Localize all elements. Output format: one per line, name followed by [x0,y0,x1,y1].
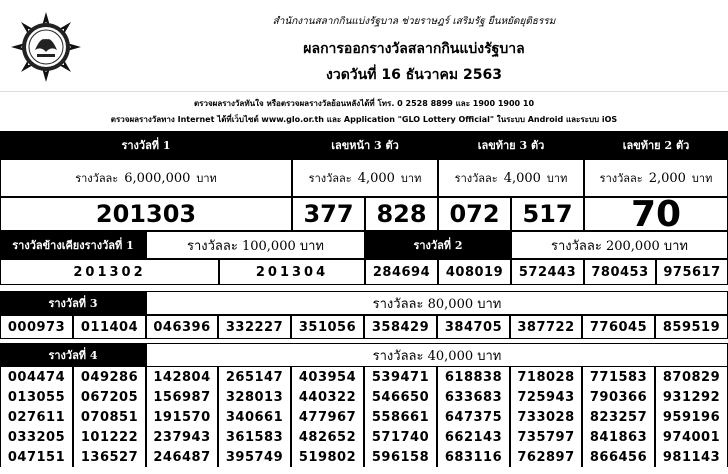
fourth-prize-amount: รางวัลละ 40,000 บาท [146,343,728,367]
organization-slogan: สำนักงานสลากกินแบ่งรัฐบาล ช่วยราษฎร์ เสริมรัฐ ยืนหยัดยุติธรรม [272,16,556,27]
fourth-prize-number: 735797 [510,427,582,447]
front-3-digits-amount-value: 4,000 [357,170,395,186]
second-prize-number-2: 408019 [438,259,511,285]
second-prize-header: รางวัลที่ 2 [365,231,511,259]
fourth-prize-number: 237943 [146,427,218,447]
back-2-digits-header: เลขท้าย 2 ตัว [584,131,728,159]
fourth-prize-number: 870829 [655,367,728,387]
fourth-prize-number: 931292 [655,387,728,407]
third-prize-number: 332227 [218,315,291,339]
back-3-digits-number-1: 072 [438,197,511,231]
fourth-prize-number: 265147 [218,367,291,387]
fourth-prize-number: 733028 [510,407,582,427]
near-first-prize-number-2: 201304 [219,259,365,285]
third-prize-number: 351056 [291,315,364,339]
front-3-digits-number-1: 377 [292,197,365,231]
second-prize-number-5: 975617 [656,259,728,285]
fourth-prize-number: 361583 [218,427,291,447]
draw-date: งวดวันที่ 16 ธันวาคม 2563 [326,67,502,83]
prize-each-label: รางวัลละ [75,172,119,185]
fourth-prize-number: 558661 [364,407,437,427]
fourth-prize-number: 633683 [437,387,510,407]
third-prize-header: รางวัลที่ 3 [0,291,146,315]
fourth-prize-number: 246487 [146,447,218,467]
fourth-prize-number: 981143 [655,447,728,467]
fourth-prize-number: 191570 [146,407,218,427]
page-title: ผลการออกรางวัลสลากกินแบ่งรัฐบาล [303,41,525,57]
fourth-prize-number: 519802 [291,447,364,467]
fourth-prize-number: 403954 [291,367,364,387]
fourth-prize-number: 618838 [437,367,510,387]
third-prize-number: 046396 [146,315,218,339]
third-prize-number: 387722 [510,315,582,339]
back-2-digits-amount [584,159,728,197]
back-2-digits-number: 70 [584,197,728,231]
fourth-prize-number: 067205 [73,387,146,407]
back-2-digits-amount-value: 2,000 [648,170,686,186]
third-prize-number: 859519 [655,315,728,339]
fourth-prize-number: 156987 [146,387,218,407]
fourth-prize-number: 136527 [73,447,146,467]
front-3-digits-header: เลขหน้า 3 ตัว [292,131,438,159]
third-prize-number: 776045 [582,315,655,339]
lottery-office-seal-logo [11,12,81,82]
fourth-prize-number: 974001 [655,427,728,447]
fourth-prize-number: 340661 [218,407,291,427]
fourth-prize-number: 539471 [364,367,437,387]
back-3-digits-number-2: 517 [511,197,584,231]
baht-label: บาท [400,172,422,185]
front-3-digits-number-2: 828 [365,197,438,231]
fourth-prize-number: 959196 [655,407,728,427]
fourth-prize-number: 027611 [0,407,73,427]
fourth-prize-number: 101222 [73,427,146,447]
baht-label: บาท [196,172,217,185]
near-first-prize-number-1: 201302 [0,259,219,285]
fourth-prize-number: 771583 [582,367,655,387]
fourth-prize-number: 841863 [582,427,655,447]
first-prize-header: รางวัลที่ 1 [0,131,292,159]
fourth-prize-number: 596158 [364,447,437,467]
fourth-prize-number: 070851 [73,407,146,427]
page-header [0,0,728,128]
check-results-internet-line: ตรวจผลรางวัลทาง Internet ได้ที่เว็บไซต์ www.glo.or.th และ Application "GLO Lottery Official" ในระบบ Android และระบบ iOS [110,115,618,124]
near-first-prize-header: รางวัลข้างเคียงรางวัลที่ 1 [0,231,146,259]
fourth-prize-number: 328013 [218,387,291,407]
second-prize-number-3: 572443 [511,259,584,285]
prize-each-label: รางวัลละ [308,172,352,185]
fourth-prize-number: 047151 [0,447,73,467]
back-3-digits-amount-value: 4,000 [503,170,541,186]
fourth-prize-number: 683116 [437,447,510,467]
second-prize-amount: รางวัลละ 200,000 บาท [511,231,728,259]
fourth-prize-number: 762897 [510,447,582,467]
fourth-prize-number: 718028 [510,367,582,387]
back-3-digits-amount [438,159,584,197]
fourth-prize-number: 571740 [364,427,437,447]
second-prize-number-1: 284694 [365,259,438,285]
fourth-prize-number: 142804 [146,367,218,387]
fourth-prize-number: 662143 [437,427,510,447]
fourth-prize-number: 013055 [0,387,73,407]
baht-label: บาท [691,172,713,185]
fourth-prize-number: 395749 [218,447,291,467]
fourth-prize-number: 790366 [582,387,655,407]
fourth-prize-number: 033205 [0,427,73,447]
second-prize-number-4: 780453 [584,259,656,285]
first-prize-number: 201303 [0,197,292,231]
first-prize-amount [0,159,292,197]
fourth-prize-number: 725943 [510,387,582,407]
back-3-digits-header: เลขท้าย 3 ตัว [438,131,584,159]
prize-each-label: รางวัลละ [599,172,643,185]
prize-each-label: รางวัลละ [454,172,498,185]
fourth-prize-number: 440322 [291,387,364,407]
check-results-phone-line: ตรวจผลรางวัลทันใจ หรือตรวจผลรางวัลย้อนหลังได้ที่ โทร. 0 2528 8899 และ 1900 1900 10 [193,99,535,108]
third-prize-amount: รางวัลละ 80,000 บาท [146,291,728,315]
fourth-prize-number: 477967 [291,407,364,427]
fourth-prize-number: 866456 [582,447,655,467]
fourth-prize-number: 482652 [291,427,364,447]
fourth-prize-header: รางวัลที่ 4 [0,343,146,367]
header-divider [0,91,728,92]
third-prize-number: 358429 [364,315,437,339]
baht-label: บาท [546,172,568,185]
third-prize-number: 000973 [0,315,73,339]
fourth-prize-number: 004474 [0,367,73,387]
third-prize-number: 384705 [437,315,510,339]
fourth-prize-number: 823257 [582,407,655,427]
fourth-prize-number: 049286 [73,367,146,387]
fourth-prize-number: 546650 [364,387,437,407]
third-prize-number: 011404 [73,315,146,339]
front-3-digits-amount [292,159,438,197]
fourth-prize-number: 647375 [437,407,510,427]
near-first-prize-amount: รางวัลละ 100,000 บาท [146,231,365,259]
first-prize-amount-value: 6,000,000 [124,170,191,186]
